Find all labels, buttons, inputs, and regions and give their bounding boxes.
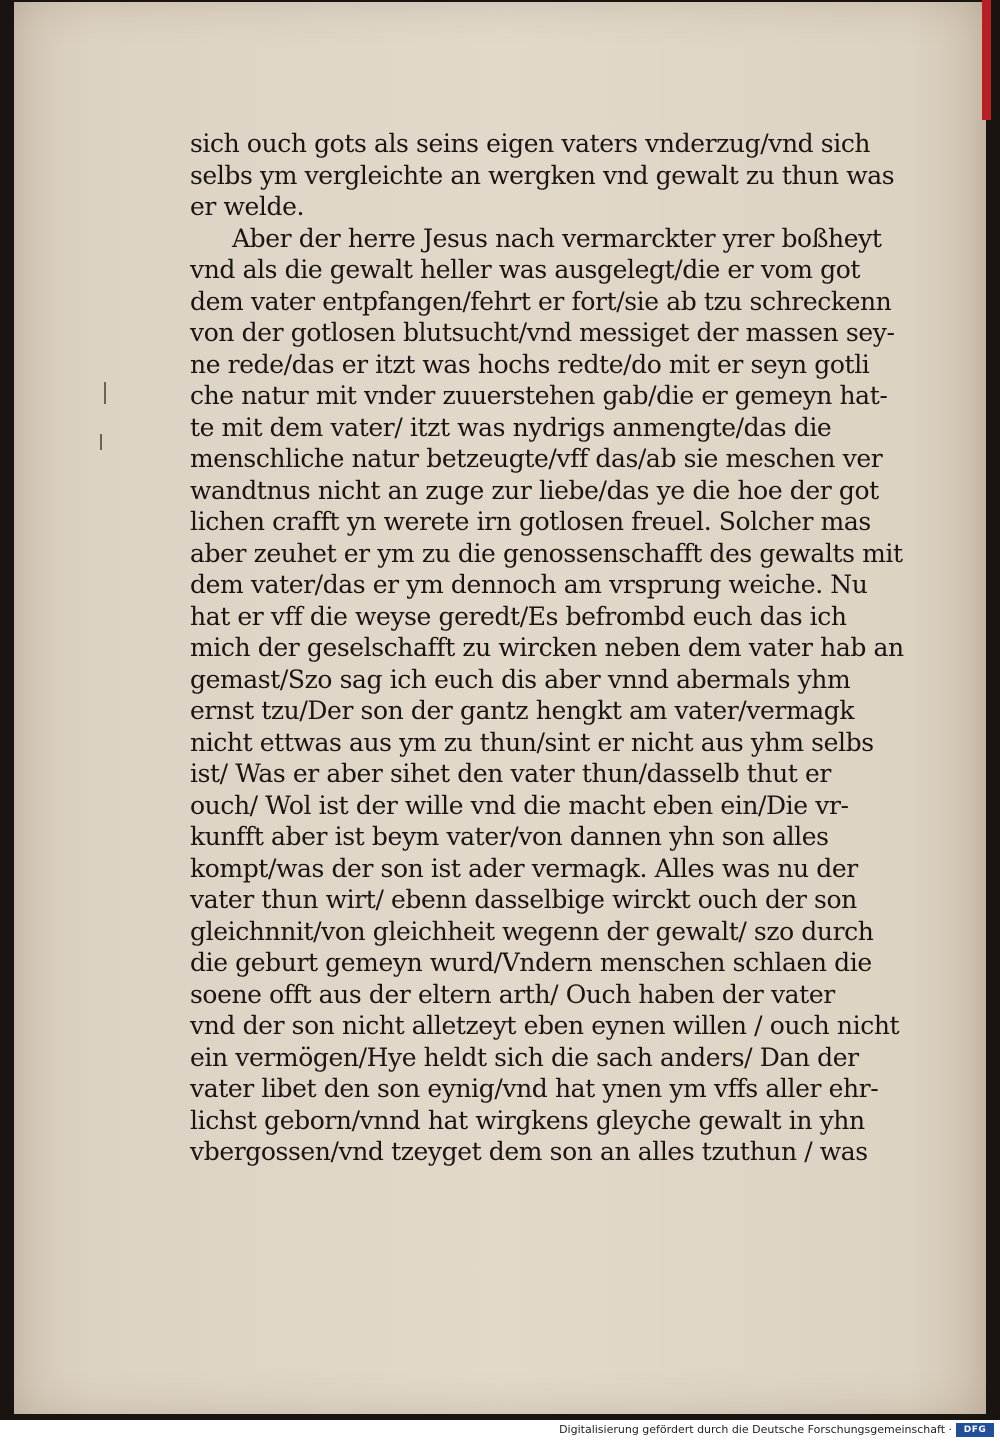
text-line: vater libet den son eynig/vnd hat ynen ym vffs aller ehr- — [190, 1074, 879, 1103]
text-line: ne rede/das er itzt was hochs redte/do mit er seyn gotli — [190, 349, 870, 379]
text-line: menschliche natur betzeugte/vff das/ab sie meschen ver — [190, 444, 883, 473]
text-line: ist/ Was er aber sihet den vater thun/dasselb thut er — [190, 759, 831, 788]
text-line: te mit dem vater/ itzt was nydrigs anmengte/das die — [190, 412, 832, 442]
text-line: er welde. — [190, 192, 305, 221]
text-line: dem vater entpfangen/fehrt er fort/sie ab tzu schreckenn — [190, 286, 892, 316]
text-line: gleichnnit/von gleichheit wegenn der gewalt/ szo durch — [190, 916, 874, 946]
funding-credit: Digitalisierung gefördert durch die Deutsche Forschungsgemeinschaft · — [559, 1423, 952, 1436]
text-line: gemast/Szo sag ich euch dis aber vnnd abermals yhm — [190, 664, 851, 694]
text-line: nicht ettwas aus ym zu thun/sint er nicht aus yhm selbs — [190, 727, 874, 757]
text-line: kunfft aber ist beym vater/von dannen yhn son alles — [190, 822, 829, 851]
text-line: lichen crafft yn werete irn gotlosen freuel. Solcher mas — [190, 507, 871, 536]
text-line: lichst geborn/vnnd hat wirgkens gleyche gewalt in yhn — [190, 1105, 865, 1135]
text-line: soene offt aus der eltern arth/ Ouch haben der vater — [190, 979, 835, 1009]
text-line: aber zeuhet er ym zu die genossenschafft des gewalts mit — [190, 538, 903, 568]
margin-mark — [100, 434, 102, 450]
text-line: che natur mit vnder zuuerstehen gab/die er gemeyn hat- — [190, 381, 888, 410]
page-text — [190, 128, 950, 1168]
text-line: vnd als die gewalt heller was ausgelegt/die er vom got — [190, 255, 861, 284]
dfg-logo: DFG — [956, 1423, 994, 1437]
text-line: hat er vff die weyse geredt/Es befrombd euch das ich — [190, 601, 847, 631]
text-line: mich der geselschafft zu wircken neben dem vater hab an — [190, 633, 904, 662]
text-line: die geburt gemeyn wurd/Vndern menschen schlaen die — [190, 948, 872, 977]
text-line: wandtnus nicht an zuge zur liebe/das ye die hoe der got — [190, 475, 879, 505]
text-line: ouch/ Wol ist der wille vnd die macht eben ein/Die vr- — [190, 790, 849, 820]
text-line: kompt/was der son ist ader vermagk. Alles was nu der — [190, 853, 858, 883]
text-line: sich ouch gots als seins eigen vaters vnderzug/vnd sich — [190, 129, 871, 158]
text-line: ernst tzu/Der son der gantz hengkt am vater/vermagk — [190, 696, 855, 725]
text-line: vater thun wirt/ ebenn dasselbige wirckt ouch der son — [190, 885, 857, 914]
margin-mark — [104, 382, 106, 404]
paragraph-start-line: Aber der herre Jesus nach vermarckter yrer boßheyt — [232, 223, 882, 253]
text-line: vbergossen/vnd tzeyget dem son an alles tzuthun / was — [190, 1137, 868, 1166]
text-line: selbs ym vergleichte an wergken vnd gewalt zu thun was — [190, 160, 895, 190]
text-line: von der gotlosen blutsucht/vnd messiget der massen sey- — [190, 318, 895, 347]
text-line: ein vermögen/Hye heldt sich die sach anders/ Dan der — [190, 1042, 859, 1072]
text-line: vnd der son nicht alletzeyt eben eynen willen / ouch nicht — [190, 1011, 900, 1040]
text-line: dem vater/das er ym dennoch am vrsprung weiche. Nu — [190, 570, 868, 599]
digitization-footer — [0, 1420, 1000, 1441]
bookmark-ribbon — [982, 0, 991, 120]
